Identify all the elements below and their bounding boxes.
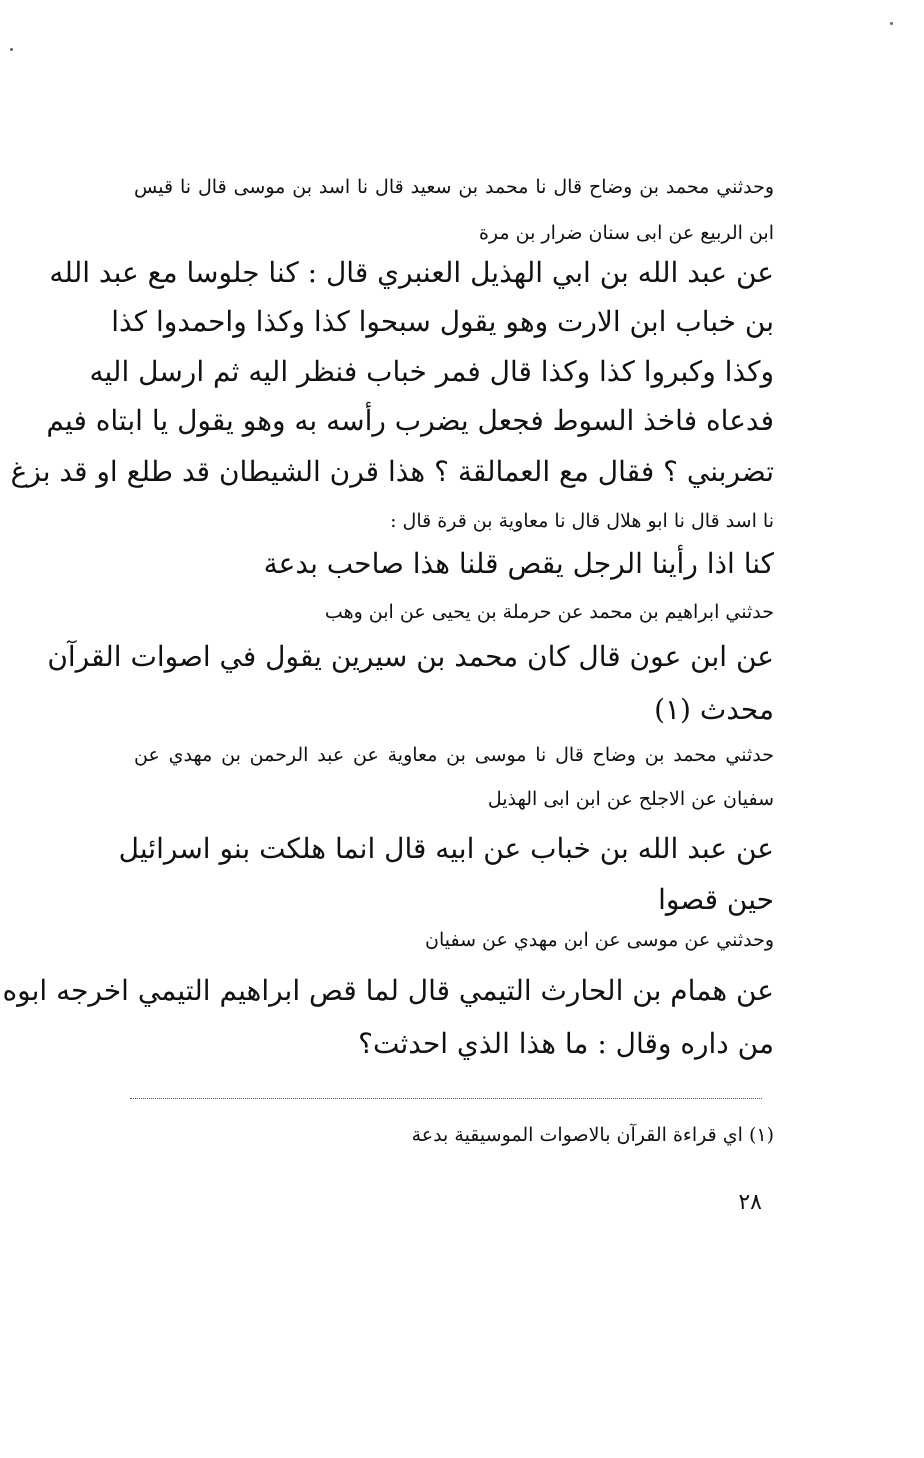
text-line-6: فدعاه فاخذ السوط فجعل يضرب رأسه به وهو يقول يا ابتاه فيم: [46, 404, 774, 437]
text-line-2: ابن الربيع عن ابى سنان ضرار بن مرة: [478, 222, 774, 244]
text-line-1: وحدثني محمد بن وضاح قال نا محمد بن سعيد قال نا اسد بن موسى قال نا قيس: [134, 176, 774, 198]
scan-speck: [890, 22, 893, 25]
text-line-19: من داره وقال : ما هذا الذي احدثت؟: [358, 1027, 774, 1060]
text-line-10: حدثني ابراهيم بن محمد عن حرملة بن يحيى عن ابن وهب: [324, 601, 774, 623]
text-line-9: كنا اذا رأينا الرجل يقص قلنا هذا صاحب بدعة: [263, 547, 774, 580]
scan-speck: [10, 48, 13, 51]
text-line-18: عن همام بن الحارث التيمي قال لما قص ابراهيم التيمي اخرجه ابوه: [2, 974, 774, 1007]
text-line-11: عن ابن عون قال كان محمد بن سيرين يقول في اصوات القرآن: [47, 640, 774, 673]
text-line-3: عن عبد الله بن ابي الهذيل العنبري قال : كنا جلوسا مع عبد الله: [49, 256, 774, 289]
text-line-12: محدث (١): [654, 693, 774, 726]
footnote-divider: [130, 1098, 762, 1099]
text-line-7: تضربني ؟ فقال مع العمالقة ؟ هذا قرن الشيطان قد طلع او قد بزغ: [10, 455, 774, 488]
text-line-13: حدثني محمد بن وضاح قال نا موسى بن معاوية عن عبد الرحمن بن مهدي عن: [134, 744, 774, 766]
footnote: (١) اي قراءة القرآن بالاصوات الموسيقية بدعة: [411, 1124, 774, 1146]
text-line-5: وكذا وكبروا كذا وكذا قال فمر خباب فنظر اليه ثم ارسل اليه: [89, 355, 774, 388]
page-number: ٢٨: [738, 1190, 762, 1215]
text-line-15: عن عبد الله بن خباب عن ابيه قال انما هلكت بنو اسرائيل: [118, 832, 774, 865]
text-line-17: وحدثني عن موسى عن ابن مهدي عن سفيان: [425, 929, 774, 951]
text-line-14: سفيان عن الاجلح عن ابن ابى الهذيل: [487, 788, 774, 810]
text-line-16: حين قصوا: [658, 883, 774, 916]
text-line-4: بن خباب ابن الارت وهو يقول سبحوا كذا وكذا واحمدوا كذا: [111, 305, 774, 338]
text-line-8: نا اسد قال نا ابو هلال قال نا معاوية بن قرة قال :: [390, 510, 774, 532]
